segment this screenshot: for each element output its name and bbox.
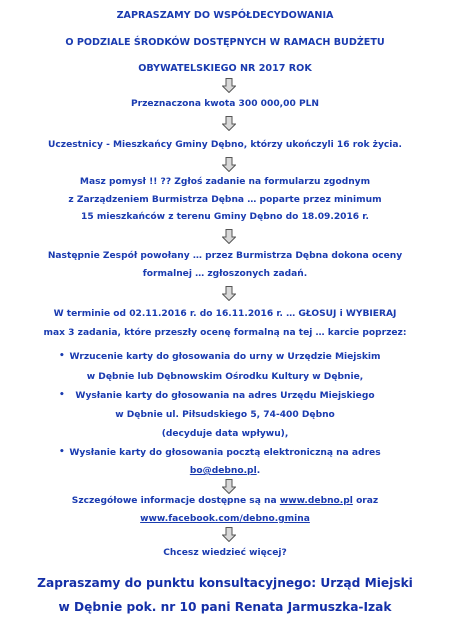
method-3-line-2 xyxy=(0,467,450,476)
participants-text: Uczestnicy - Mieszkańcy Gminy Dębno, którzy ukończyli 16 rok życia. xyxy=(48,140,402,150)
method-3-line-1: Wysłanie karty do głosowania pocztą elektroniczną na adres xyxy=(69,448,381,458)
more-info-text: Chcesz wiedzieć więcej? xyxy=(163,548,287,558)
vote-line-2: max 3 zadania, które przeszły ocenę formalną na tej … karcie poprzez: xyxy=(43,328,407,338)
down-arrow-icon xyxy=(222,78,236,93)
method-2-line-1: Wysłanie karty do głosowania na adres Urzędu Miejskiego xyxy=(75,391,375,401)
header-line-3: OBYWATELSKIEGO NR 2017 ROK xyxy=(138,63,312,74)
method-2-line-2: w Dębnie ul. Piłsudskiego 5, 74-400 Dębno xyxy=(115,410,335,420)
method-3-end: . xyxy=(256,466,261,476)
consult-line-2: w Dębnie pok. nr 10 pani Renata Jarmuszka-Izak xyxy=(58,600,392,614)
header-line-1: ZAPRASZAMY DO WSPÓŁDECYDOWANIA xyxy=(116,10,334,21)
facebook-link[interactable]: www.facebook.com/debno.gmina xyxy=(140,514,310,524)
down-arrow-icon xyxy=(222,479,236,494)
bullet-icon: • xyxy=(59,390,65,400)
details-line-1 xyxy=(0,497,450,506)
details-prefix: Szczegółowe informacje dostępne są na xyxy=(71,496,277,506)
method-1-line-1: Wrzucenie karty do głosowania do urny w Urzędzie Miejskim xyxy=(69,352,381,362)
website-link[interactable]: www.debno.pl xyxy=(279,496,353,506)
down-arrow-icon xyxy=(222,527,236,542)
team-line-1: Następnie Zespół powołany … przez Burmistrza Dębna dokona oceny xyxy=(47,251,403,261)
team-line-2: formalnej … zgłoszonych zadań. xyxy=(142,269,308,279)
header-line-2: O PODZIALE ŚRODKÓW DOSTĘPNYCH W RAMACH BUDŻETU xyxy=(65,37,385,48)
bullet-icon: • xyxy=(59,447,65,457)
amount-text: Przeznaczona kwota 300 000,00 PLN xyxy=(130,99,320,109)
method-1-line-2: w Dębnie lub Dębnowskim Ośrodku Kultury w Dębnie, xyxy=(86,372,364,382)
idea-line-3: 15 mieszkańców z terenu Gminy Dębno do 18.09.2016 r. xyxy=(81,212,369,222)
vote-line-1: W terminie od 02.11.2016 r. do 16.11.2016 r. … GŁOSUJ i WYBIERAJ xyxy=(53,309,397,319)
down-arrow-icon xyxy=(222,286,236,301)
email-link[interactable]: bo@debno.pl xyxy=(189,466,257,476)
details-suffix: oraz xyxy=(356,496,379,506)
idea-line-2: z Zarządzeniem Burmistrza Dębna … poparte przez minimum xyxy=(68,195,382,205)
bullet-icon: • xyxy=(59,351,65,361)
idea-line-1: Masz pomysł !! ?? Zgłoś zadanie na formularzu zgodnym xyxy=(79,177,371,187)
details-line-2 xyxy=(0,515,450,524)
down-arrow-icon xyxy=(222,229,236,244)
method-2-line-3: (decyduje data wpływu), xyxy=(161,429,289,439)
consult-line-1: Zapraszamy do punktu konsultacyjnego: Urząd Miejski xyxy=(37,576,413,590)
down-arrow-icon xyxy=(222,116,236,131)
down-arrow-icon xyxy=(222,157,236,172)
